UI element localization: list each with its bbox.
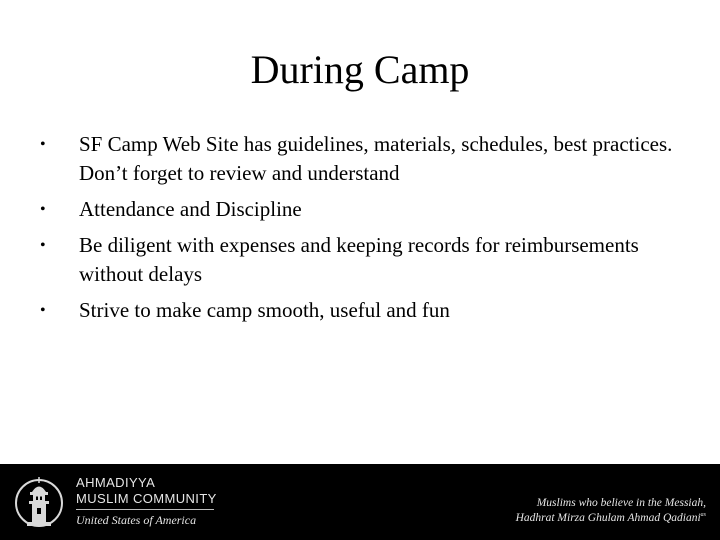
slide-title: During Camp <box>250 47 470 92</box>
bullet-item <box>36 296 686 325</box>
tagline <box>516 496 706 526</box>
org-country: United States of America <box>76 513 197 527</box>
bullet-item <box>36 130 686 188</box>
tagline-honorific: as <box>700 512 706 519</box>
bullet-marker: • <box>40 201 46 218</box>
tagline-line2: Hadhrat Mirza Ghulam Ahmad Qadiani <box>515 512 701 524</box>
bullet-marker: • <box>40 302 46 319</box>
org-name <box>76 475 217 527</box>
org-name-line2: MUSLIM COMMUNITY <box>76 491 217 506</box>
bullet-marker: • <box>40 237 46 254</box>
bullet-text: Be diligent with expenses and keeping records for reimbursements without delays <box>79 233 639 286</box>
bullet-text: Strive to make camp smooth, useful and fun <box>79 298 450 322</box>
minaret-icon <box>14 472 64 534</box>
divider <box>76 509 214 510</box>
bullet-item <box>36 195 686 224</box>
bullet-marker: • <box>40 136 46 153</box>
bullet-list <box>36 130 686 332</box>
tagline-line1: Muslims who believe in the Messiah, <box>536 497 706 509</box>
footer-banner <box>0 464 720 540</box>
bullet-text: Attendance and Discipline <box>79 197 302 221</box>
bullet-item <box>36 231 686 289</box>
bullet-text: SF Camp Web Site has guidelines, materials, schedules, best practices. Don’t forget to review and understand <box>79 132 673 185</box>
org-name-line1: AHMADIYYA <box>76 475 156 490</box>
